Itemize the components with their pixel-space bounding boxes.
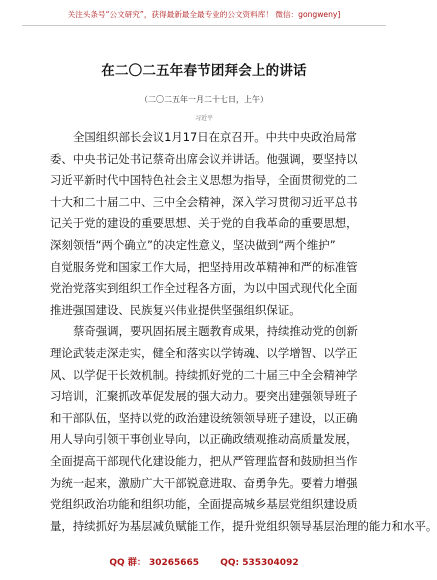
qq-label: QQ: 535304092 xyxy=(220,558,299,568)
body-line: 深刻领悟“两个确立”的决定性意义，坚决做到“两个维护” xyxy=(50,237,336,252)
body-line: 为统一起来，激励广大干部锐意进取、奋勇争先。要着力增强 xyxy=(50,475,358,490)
body-line: 推进强国建设、民族复兴伟业提供坚强组织保证。 xyxy=(50,302,301,317)
body-line: 蔡奇强调，要巩固拓展主题教育成果，持续推动党的创新 xyxy=(73,324,358,339)
body-line: 全国组织部长会议1月17日在京召开。中共中央政治局常 xyxy=(73,130,357,144)
document-title: 在二〇二五年春节团拜会上的讲话 xyxy=(101,63,307,79)
body-line: 习近平新时代中国特色社会主义思想为指导，全面贯彻党的二 xyxy=(50,173,358,188)
document-date: （二〇二五年一月二十七日，上午） xyxy=(140,95,268,104)
body-line: 委、中央书记处书记蔡奇出席会议并讲话。他强调，要坚持以 xyxy=(50,151,358,166)
body-line: 量，持续抓好为基层减负赋能工作，提升党组织领导基层治理的能力和水平。 xyxy=(50,518,437,533)
body-line: 理论武装走深走实，健全和落实以学铸魂、以学增智、以学正 xyxy=(50,345,358,360)
body-line: 自觉服务党和国家工作大局，把坚持用改革精神和严的标准管 xyxy=(50,259,358,274)
qq-group-label: QQ 群： 30265665 xyxy=(109,558,200,568)
body-line: 风、以学促干长效机制。持续抓好党的二十届三中全会精神学 xyxy=(50,367,358,382)
body-line: 党组织政治功能和组织功能，全面提高城乡基层党组织建设质 xyxy=(50,497,358,512)
document-author: 习近平 xyxy=(194,115,213,122)
body-line: 习培训，汇聚抓改革促发展的强大动力。要突出建强领导班子 xyxy=(50,389,358,404)
watermark-header: 关注头条号“公文研究”，获得最新最全最专业的公文资料库！ 微信：gongweny] xyxy=(67,10,341,19)
body-line: 记关于党的建设的重要思想、关于党的自我革命的重要思想， xyxy=(50,216,358,231)
body-line: 十大和二十届二中、三中全会精神，深入学习贯彻习近平总书 xyxy=(50,194,358,209)
header-divider xyxy=(22,25,386,26)
document-body xyxy=(50,127,437,537)
contact-footer xyxy=(0,555,408,568)
body-line: 用人导向引领干事创业导向，以正确政绩观推动高质量发展， xyxy=(50,432,358,447)
body-line: 全面提高干部现代化建设能力，把从严管理监督和鼓励担当作 xyxy=(50,453,358,468)
body-line: 党治党落实到组织工作全过程各方面，为以中国式现代化全面 xyxy=(50,281,358,296)
body-line: 和干部队伍，坚持以党的政治建设统领领导班子建设，以正确 xyxy=(50,410,358,425)
